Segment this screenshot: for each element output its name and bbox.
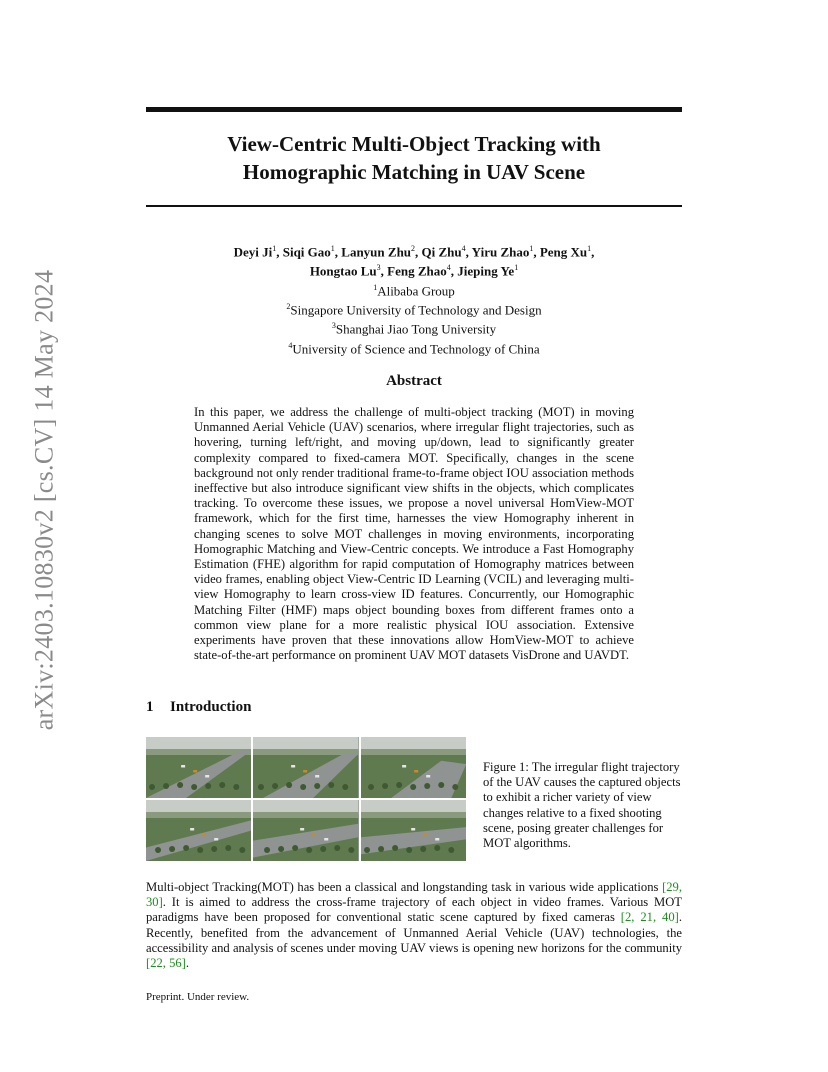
affiliation-name: Singapore University of Technology and Design [290, 302, 542, 318]
uav-frame-image [361, 737, 466, 798]
citation-link[interactable]: [22, 56] [146, 956, 186, 971]
author-block [146, 241, 682, 357]
author-affiliation-mark: 4 [446, 263, 451, 273]
figure-1-image-grid [146, 737, 466, 861]
affiliation-number: 3 [331, 321, 336, 331]
section-number: 1 [146, 699, 154, 715]
uav-frame-thumbnail-5 [253, 800, 358, 861]
author-name: Hongtao Lu [309, 263, 377, 279]
affiliation-name: Alibaba Group [377, 282, 455, 298]
introduction-paragraph [146, 880, 682, 971]
arxiv-side-stamp [22, 250, 66, 750]
citation-link[interactable]: [2, 21, 40] [620, 910, 679, 925]
affiliation-number: 4 [288, 340, 293, 350]
author-name: Peng Xu [539, 244, 588, 260]
affiliation-line [146, 338, 682, 357]
affiliation-number: 1 [373, 282, 378, 292]
uav-frame-thumbnail-3 [361, 737, 466, 798]
title-bottom-rule [146, 205, 682, 207]
uav-frame-thumbnail-2 [253, 737, 358, 798]
uav-frame-image [146, 800, 251, 861]
author-affiliation-mark: 1 [272, 244, 277, 253]
uav-frame-image [253, 800, 358, 861]
author-affiliation-mark: 4 [461, 244, 466, 253]
author-affiliation-mark: 1 [330, 244, 335, 253]
title-line-2: Homographic Matching in UAV Scene [242, 160, 586, 184]
section-title: Introduction [170, 699, 252, 715]
uav-frame-image [146, 737, 251, 798]
uav-frame-image [361, 800, 466, 861]
author-name: Feng Zhao [387, 263, 447, 279]
uav-frame-image [253, 737, 358, 798]
title-top-rule [146, 107, 682, 112]
author-names-line-2: Hongtao Lu$^3$, Feng Zhao$^4$, Jieping Ye$^1$ [309, 263, 519, 279]
author-name: Jieping Ye [457, 263, 515, 279]
abstract-text: In this paper, we address the challenge of multi-object tracking (MOT) in moving Unmanned Aerial Vehicle (UAV) scenarios, where irregular flight trajectories, such as hovering, turning left/right, and moving up/down, lead to significantly greater complexity compared to fixed-camera MOT. Specifically, changes in the scene background not only render traditional frame-to-frame object IOU association methods ineffective but also introduce significant view shifts in the objects, which complicates tracking. To overcome these issues, we propose a novel universal HomView-MOT framework, which for the first time, harnesses the view Homography inherent in changing scenes to solve MOT challenges in moving environments, incorporating Homographic Matching and View-Centric concepts. We introduce a Fast Homography Estimation (FHE) algorithm for rapid computation of Homography matrices between video frames, enabling object View-Centric ID Learning (VCIL) and leveraging multi-view Homography to learn cross-view ID features. Concurrently, our Homographic Matching Filter (HMF) maps object bounding boxes from different frames onto a common view plane for a more realistic physical IOU association. Extensive experiments have proven that these innovations allow HomView-MOT to achieve state-of-the-art performance on prominent UAV MOT datasets VisDrone and UAVDT. [194, 405, 634, 663]
author-affiliation-mark: 1 [587, 244, 592, 253]
citation-link[interactable]: [29, 30] [146, 880, 682, 910]
author-affiliation-mark: 1 [529, 244, 534, 253]
intro-text: . [185, 956, 190, 971]
title-line-1: View-Centric Multi-Object Tracking with [227, 132, 601, 156]
affiliation-name: Shanghai Jiao Tong University [335, 321, 497, 337]
affiliation-number: 2 [286, 301, 291, 311]
uav-frame-thumbnail-6 [361, 800, 466, 861]
figure-1-caption: Figure 1: The irregular flight trajectory of the UAV causes the captured objects to exhibit a richer variety of view changes relative to a fixed shooting scene, posing greater challenges for MOT algorithms. [483, 760, 681, 851]
paper-title [146, 130, 682, 186]
author-name: Qi Zhu [421, 244, 462, 260]
author-name: Lanyun Zhu [341, 244, 412, 260]
intro-text: Multi-object Tracking(MOT) has been a classical and longstanding task in various wide applications [146, 880, 663, 894]
affiliation-name: University of Science and Technology of China [292, 340, 540, 356]
affiliation-line [146, 280, 682, 299]
affiliation-line [146, 318, 682, 337]
uav-frame-thumbnail-4 [146, 800, 251, 861]
author-affiliation-mark: 1 [514, 263, 519, 273]
uav-frame-thumbnail-1 [146, 737, 251, 798]
affiliation-line [146, 299, 682, 318]
author-affiliation-mark: 2 [411, 244, 416, 253]
intro-text: . Recently, benefited from the advancement of Unmanned Aerial Vehicle (UAV) technologies, the accessibility and analysis of scenes under moving UAV views is opening new horizons for the community [146, 910, 682, 955]
abstract-heading: Abstract [386, 373, 442, 389]
arxiv-stamp-text: arXiv:2403.10830v2 [cs.CV] 14 May 2024 [29, 269, 59, 731]
author-name: Deyi Ji [233, 244, 273, 260]
author-name: Yiru Zhao [471, 244, 530, 260]
section-heading [146, 699, 682, 716]
author-affiliation-mark: 3 [376, 263, 381, 273]
author-names-line-1: Deyi Ji$^1$, Siqi Gao$^1$, Lanyun Zhu$^2$, Qi Zhu$^4$, Yiru Zhao$^1$, Peng Xu$^1$, [233, 244, 595, 260]
intro-text: . It is aimed to address the cross-frame trajectory of each object in video frames. Various MOT paradigms have been proposed for conventional static scene captured by fixed cameras [146, 895, 682, 925]
author-name: Siqi Gao [282, 244, 331, 260]
footer-note: Preprint. Under review. [146, 991, 250, 1003]
